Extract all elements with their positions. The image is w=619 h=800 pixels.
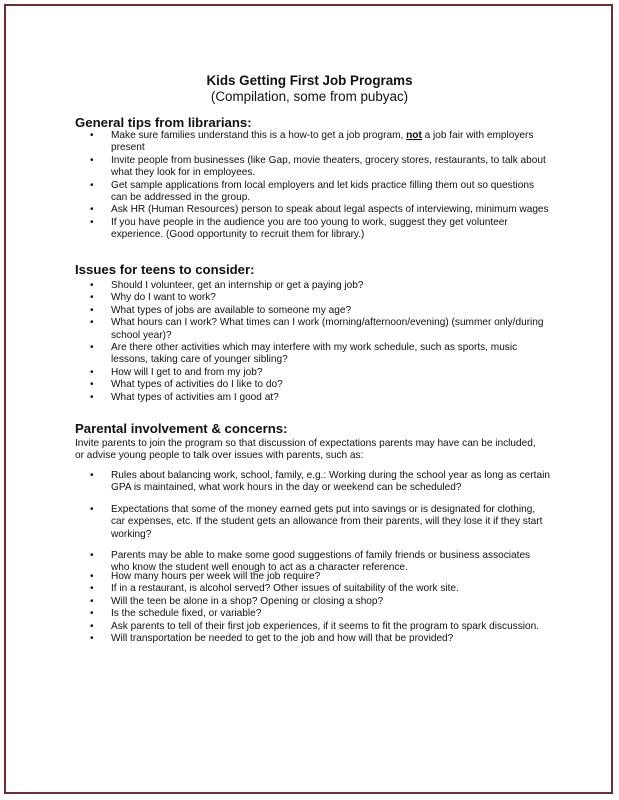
section-heading-parental-involvement: Parental involvement & concerns: (75, 421, 288, 436)
parental-intro-paragraph: Invite parents to join the program so that discussion of expectations parents may have can be included, or advise young people to talk over issues with parents, such as: (75, 438, 536, 462)
list-item: • Ask parents to tell of their first job experiences, if it seems to fit the program to spark discussion. (90, 620, 540, 632)
list-item: • Ask HR (Human Resources) person to speak about legal aspects of interviewing, minimum wages (90, 204, 549, 216)
bullet-icon: • (90, 154, 94, 166)
bullet-icon: • (90, 304, 94, 316)
bullet-icon: • (90, 633, 94, 645)
document-subtitle: (Compilation, some from pubyac) (210, 89, 409, 104)
section-heading-general-tips: General tips from librarians: (75, 115, 252, 130)
list-item: • What types of activities am I good at? (90, 391, 279, 403)
list-item: • Will the teen be alone in a shop? Opening or closing a shop? (90, 595, 384, 607)
list-item: • Get sample applications from local employers and let kids practice filling them out so questions can be addressed in the group. (90, 179, 535, 204)
parental-concerns-spaced-list (90, 470, 550, 584)
list-item: • Invite people from businesses (like Gap, movie theaters, grocery stores, restaurants, to talk about what they look for in employees. (90, 154, 546, 179)
bullet-icon: • (90, 608, 94, 620)
bullet-icon: • (90, 550, 94, 562)
bullet-icon: • (90, 342, 94, 354)
list-item: • If in a restaurant, is alcohol served? Other issues of suitability of the work site. (90, 583, 459, 595)
bullet-icon: • (90, 470, 94, 481)
list-item: • Rules about balancing work, school, family, e.g.: Working during the school year as long as certain GPA is maintained, what work hours in the day or weekend can be scheduled? (90, 470, 550, 494)
list-item: • Why do I want to work? (90, 292, 216, 304)
bullet-icon: • (90, 216, 94, 228)
list-item: • Will transportation be needed to get to the job and how will that be provided? (90, 633, 454, 645)
section-heading-teen-issues: Issues for teens to consider: (75, 262, 255, 277)
list-item: • What types of activities do I like to do? (90, 379, 283, 391)
parental-concerns-list (90, 571, 550, 645)
bullet-icon: • (90, 280, 94, 291)
list-item: • Should I volunteer, get an internship or get a paying job? (90, 280, 364, 291)
bullet-icon: • (90, 503, 94, 515)
list-item: • Are there other activities which may interfere with my work schedule, such as sports, music lessons, taking care of younger sibling? (90, 342, 518, 366)
bullet-icon: • (90, 571, 94, 582)
list-item: • If you have people in the audience you are too young to work, suggest they get volunteer experience. (Good opportunity to recruit them for library.) (90, 216, 508, 241)
bullet-icon: • (90, 620, 94, 632)
emphasis-not: not (406, 130, 422, 141)
bullet-icon: • (90, 204, 94, 216)
list-item: • How will I get to and from my job? (90, 366, 263, 378)
list-item: • How many hours per week will the job require? (90, 571, 321, 582)
bullet-icon: • (90, 391, 94, 403)
bullet-icon: • (90, 292, 94, 304)
bullet-icon: • (90, 317, 94, 329)
bullet-icon: • (90, 366, 94, 378)
bullet-icon: • (90, 583, 94, 595)
bullet-icon: • (90, 130, 94, 141)
list-item: • Make sure families understand this is a how-to get a job program, not a job fair with employers present (90, 130, 534, 154)
list-item: • Parents may be able to make some good suggestions of family friends or business associates who know the student well enough to act as a character reference. (90, 550, 531, 574)
document-title: Kids Getting First Job Programs (206, 73, 413, 88)
list-item: • Is the schedule fixed, or variable? (90, 608, 262, 620)
bullet-icon: • (90, 379, 94, 391)
general-tips-list (90, 130, 550, 242)
bullet-icon: • (90, 179, 94, 191)
list-item: • What hours can I work? What times can I work (morning/afternoon/evening) (summer only/during school year)? (90, 317, 544, 341)
list-item: • Expectations that some of the money earned gets put into savings or is designated for clothing, car expenses, etc. If the student gets an allowance from their parents, will they lose it if they start working? (90, 503, 543, 540)
bullet-icon: • (90, 595, 94, 607)
teen-issues-list (90, 280, 550, 404)
list-item: • What types of jobs are available to someone my age? (90, 304, 352, 316)
